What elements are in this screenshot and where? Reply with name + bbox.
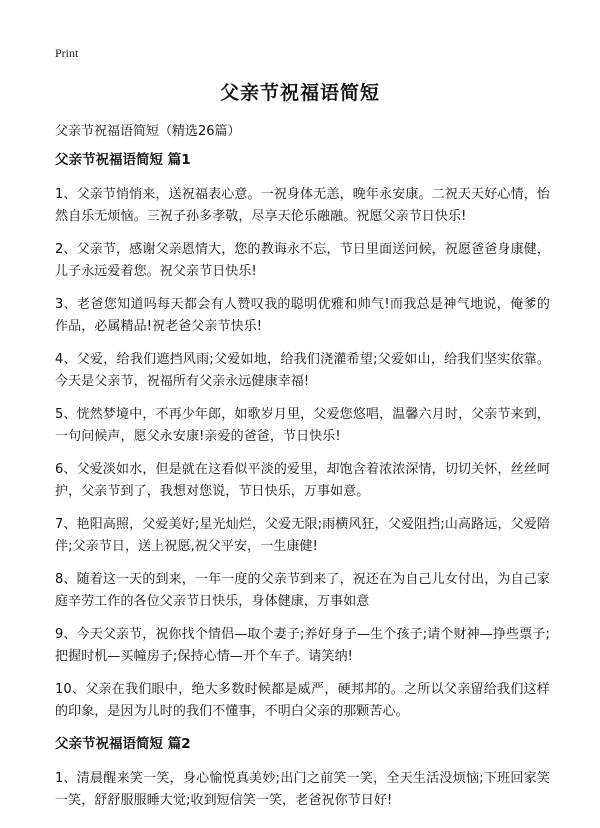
section-1 bbox=[55, 150, 550, 723]
paragraph: 2、父亲节，感谢父亲恩情大，您的教诲永不忘，节日里面送问候，祝愿爸爸身康健，儿子永远爱着您。祝父亲节日快乐! bbox=[55, 242, 550, 279]
paragraph: 4、父爱，给我们遮挡风雨;父爱如地，给我们浇灌希望;父爱如山，给我们坚实依靠。今天是父亲节，祝福所有父亲永远健康幸福! bbox=[55, 352, 550, 389]
page-subtitle: 父亲节祝福语简短（精选26篇） bbox=[55, 124, 241, 139]
section-heading: 父亲节祝福语简短 篇2 bbox=[55, 736, 191, 752]
paragraph: 10、父亲在我们眼中，绝大多数时候都是威严，硬邦邦的。之所以父亲留给我们这样的印象，是因为儿时的我们不懂事，不明白父亲的那颗苦心。 bbox=[55, 682, 550, 719]
article-body bbox=[55, 150, 550, 823]
paragraph: 5、恍然梦境中，不再少年郎，如歌岁月里，父爱您悠唱，温馨六月时，父亲节来到，一句问候声，愿父永安康!亲爱的爸爸，节日快乐! bbox=[55, 407, 550, 444]
paragraph: 1、清晨醒来笑一笑，身心愉悦真美妙;出门之前笑一笑，全天生活没烦恼;下班回家笑一笑，舒舒服服睡大觉;收到短信笑一笑，老爸祝你节日好! bbox=[55, 771, 550, 808]
print-link[interactable]: Print bbox=[55, 46, 79, 60]
paragraph: 1、父亲节悄悄来，送祝福表心意。一祝身体无恙，晚年永安康。二祝天天好心情，怡然自乐无烦恼。三祝子孙多孝敬，尽享天伦乐融融。祝愿父亲节日快乐! bbox=[55, 187, 550, 224]
section-2 bbox=[55, 734, 550, 812]
paragraph: 9、今天父亲节，祝你找个情侣—取个妻子;养好身子—生个孩子;请个财神—挣些票子;把握时机—买幢房子;保持心情—开个车子。请笑纳! bbox=[55, 627, 550, 664]
paragraph: 8、随着这一天的到来，一年一度的父亲节到来了，祝还在为自己儿女付出，为自己家庭辛劳工作的各位父亲节日快乐，身体健康，万事如意 bbox=[55, 572, 550, 609]
paragraph: 7、艳阳高照，父爱美好;星光灿烂，父爱无限;雨横风狂，父爱阻挡;山高路远，父爱陪伴;父亲节日，送上祝愿,祝父平安，一生康健! bbox=[55, 517, 550, 554]
page-title: 父亲节祝福语简短 bbox=[219, 82, 380, 104]
paragraph: 6、父爱淡如水，但是就在这看似平淡的爱里，却饱含着浓浓深情，切切关怀，丝丝呵护，父亲节到了，我想对您说，节日快乐，万事如意。 bbox=[55, 462, 550, 499]
paragraph: 3、老爸您知道吗每天都会有人赞叹我的聪明优雅和帅气!而我总是神气地说，俺爹的作品，必属精品!祝老爸父亲节快乐! bbox=[55, 297, 550, 334]
section-heading: 父亲节祝福语简短 篇1 bbox=[55, 152, 191, 168]
